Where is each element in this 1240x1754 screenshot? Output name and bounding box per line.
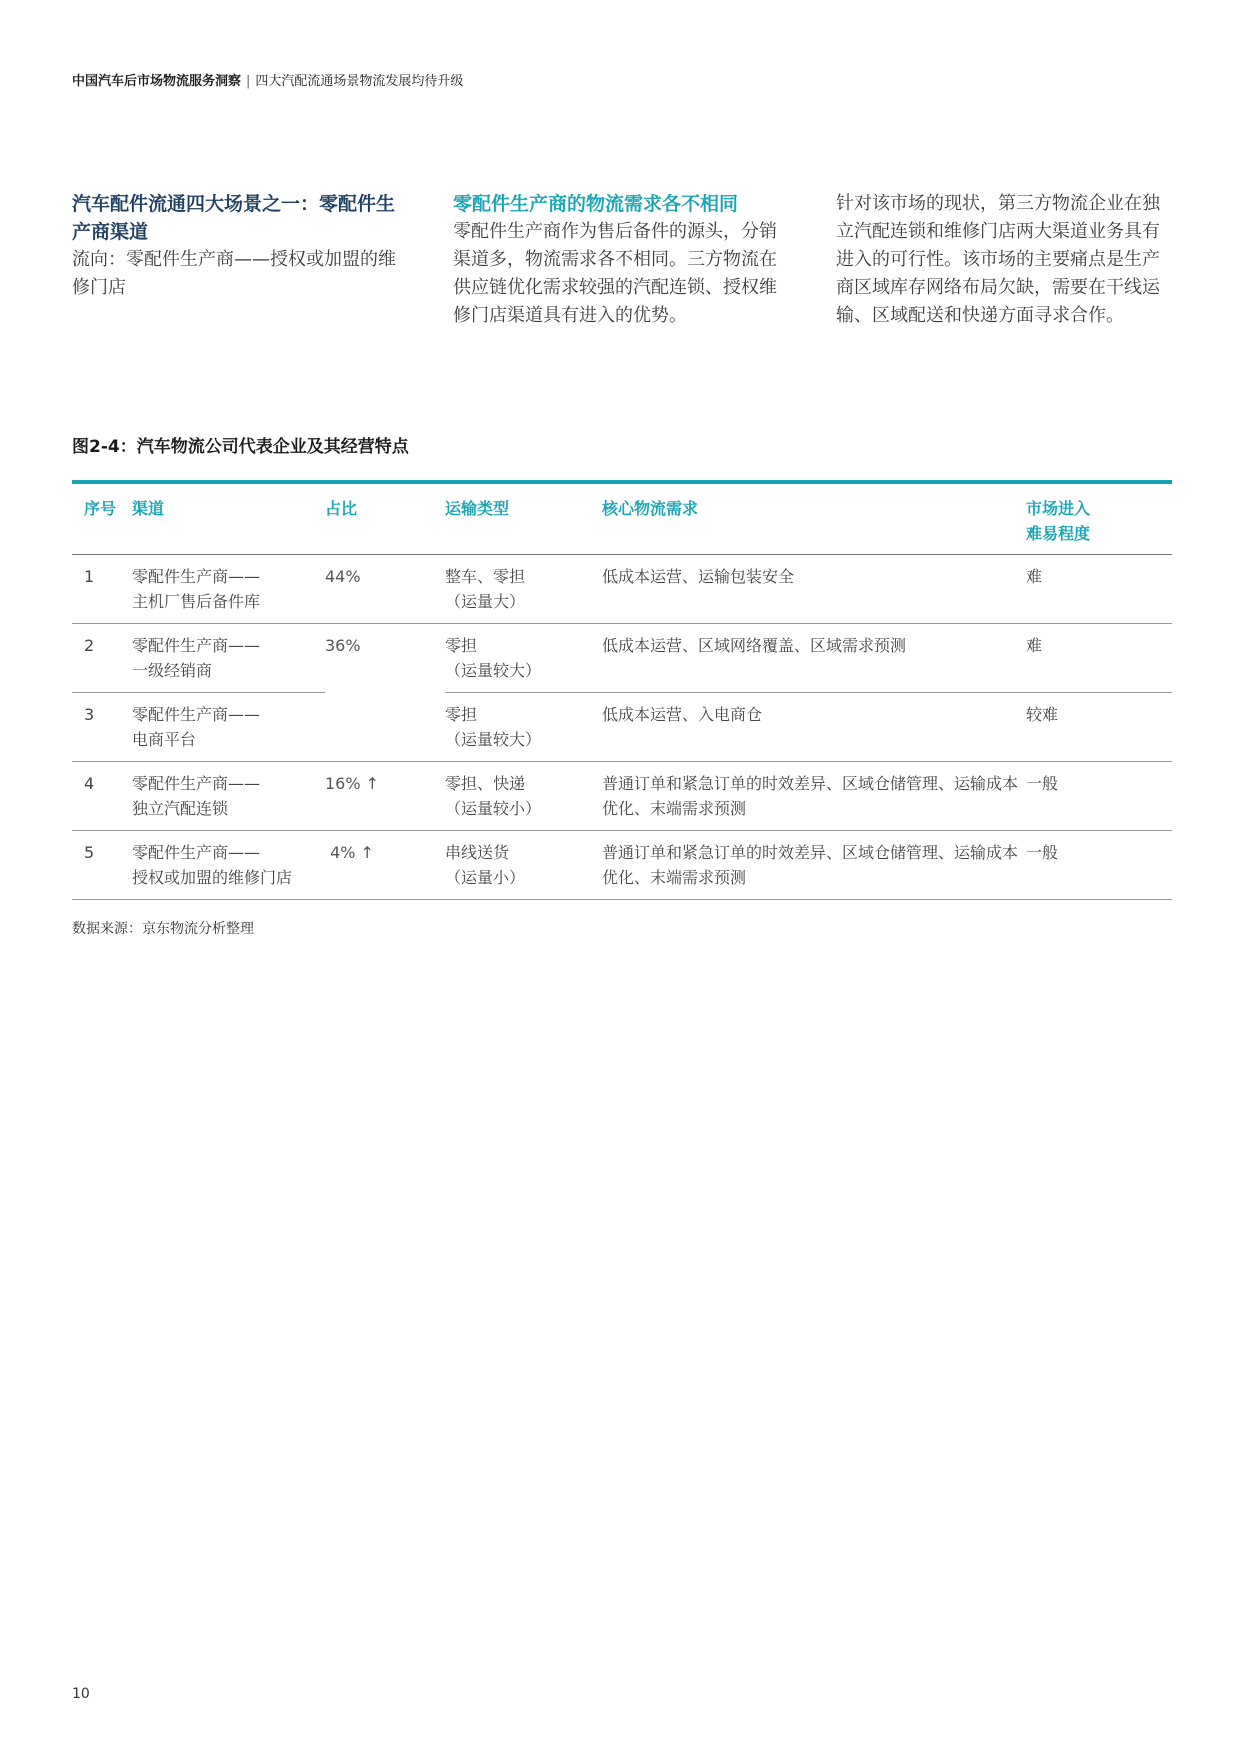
row-channel: 零配件生产商—— 主机厂售后备件库 — [132, 567, 261, 611]
logistics-table-container — [72, 480, 1172, 900]
data-source-note: 数据来源：京东物流分析整理 — [72, 921, 254, 937]
row-channel: 零配件生产商—— 电商平台 — [132, 705, 261, 749]
row-difficulty: 较难 — [1026, 705, 1059, 724]
header-share: 占比 — [325, 499, 358, 518]
intro-columns — [72, 190, 1172, 330]
row-index: 3 — [84, 705, 95, 724]
table-row — [72, 762, 1172, 831]
row-index: 4 — [84, 774, 95, 793]
row-difficulty: 难 — [1026, 567, 1043, 586]
row-difficulty: 一般 — [1026, 774, 1059, 793]
report-title: 中国汽车后市场物流服务洞察 — [72, 74, 242, 89]
header-needs: 核心物流需求 — [602, 499, 699, 518]
scenario-heading: 汽车配件流通四大场景之一：零配件生产商渠道 — [72, 193, 396, 243]
row-share: 4% ↑ — [325, 843, 374, 862]
table-row — [72, 624, 1172, 693]
running-header — [72, 70, 463, 89]
intro-column-1 — [72, 190, 410, 330]
row-index: 2 — [72, 624, 132, 693]
header-difficulty: 市场进入 难易程度 — [1026, 499, 1091, 543]
row-transport: 零担 （运量较大） — [445, 705, 542, 749]
row-needs: 普通订单和紧急订单的时效差异、区域仓储管理、运输成本优化、末端需求预测 — [602, 843, 1019, 887]
row-needs: 普通订单和紧急订单的时效差异、区域仓储管理、运输成本优化、末端需求预测 — [602, 774, 1019, 818]
row-transport: 零担 （运量较大） — [445, 624, 602, 693]
table-header-row — [72, 482, 1172, 555]
header-index: 序号 — [84, 499, 117, 518]
row-transport: 整车、零担 （运量大） — [445, 567, 526, 611]
row-share-merged: 36% — [325, 636, 361, 655]
intro-column-2 — [453, 190, 793, 330]
row-transport: 零担、快递 （运量较小） — [445, 774, 542, 818]
table-row — [72, 693, 1172, 762]
row-difficulty: 一般 — [1026, 843, 1059, 862]
row-channel: 零配件生产商—— 授权或加盟的维修门店 — [132, 843, 293, 887]
row-share: 44% — [325, 567, 361, 586]
row-channel: 零配件生产商—— 一级经销商 — [132, 624, 325, 693]
row-index: 1 — [84, 567, 95, 586]
row-needs: 低成本运营、区域网络覆盖、区域需求预测 — [602, 624, 1026, 693]
flow-direction-text: 流向：零配件生产商——授权或加盟的维修门店 — [72, 249, 396, 298]
intro-column-3 — [836, 190, 1176, 330]
market-status-text: 针对该市场的现状，第三方物流企业在独立汽配连锁和维修门店两大渠道业务具有进入的可行性。该市场的主要痛点是生产商区域库存网络布局欠缺，需要在干线运输、区域配送和快递方面寻求合作。 — [836, 193, 1160, 326]
row-needs: 低成本运营、运输包装安全 — [602, 567, 795, 586]
row-index: 5 — [84, 843, 95, 862]
needs-body-text: 零配件生产商作为售后备件的源头，分销渠道多，物流需求各不相同。三方物流在供应链优化需求较强的汽配连锁、授权维修门店渠道具有进入的优势。 — [453, 221, 777, 326]
row-difficulty: 难 — [1026, 624, 1172, 693]
table-row — [72, 555, 1172, 624]
section-title: 四大汽配流通场景物流发展均待升级 — [255, 74, 464, 89]
header-separator: | — [246, 74, 251, 89]
row-needs: 低成本运营、入电商仓 — [602, 705, 763, 724]
row-channel: 零配件生产商—— 独立汽配连锁 — [132, 774, 261, 818]
page-number: 10 — [72, 1686, 90, 1702]
header-channel: 渠道 — [132, 499, 165, 518]
logistics-table — [72, 480, 1172, 900]
table-row — [72, 831, 1172, 900]
header-transport: 运输类型 — [445, 499, 510, 518]
row-share: 16% ↑ — [325, 774, 380, 793]
figure-title: 图2-4：汽车物流公司代表企业及其经营特点 — [72, 437, 409, 457]
needs-heading: 零配件生产商的物流需求各不相同 — [453, 193, 739, 215]
row-transport: 串线送货 （运量小） — [445, 843, 526, 887]
